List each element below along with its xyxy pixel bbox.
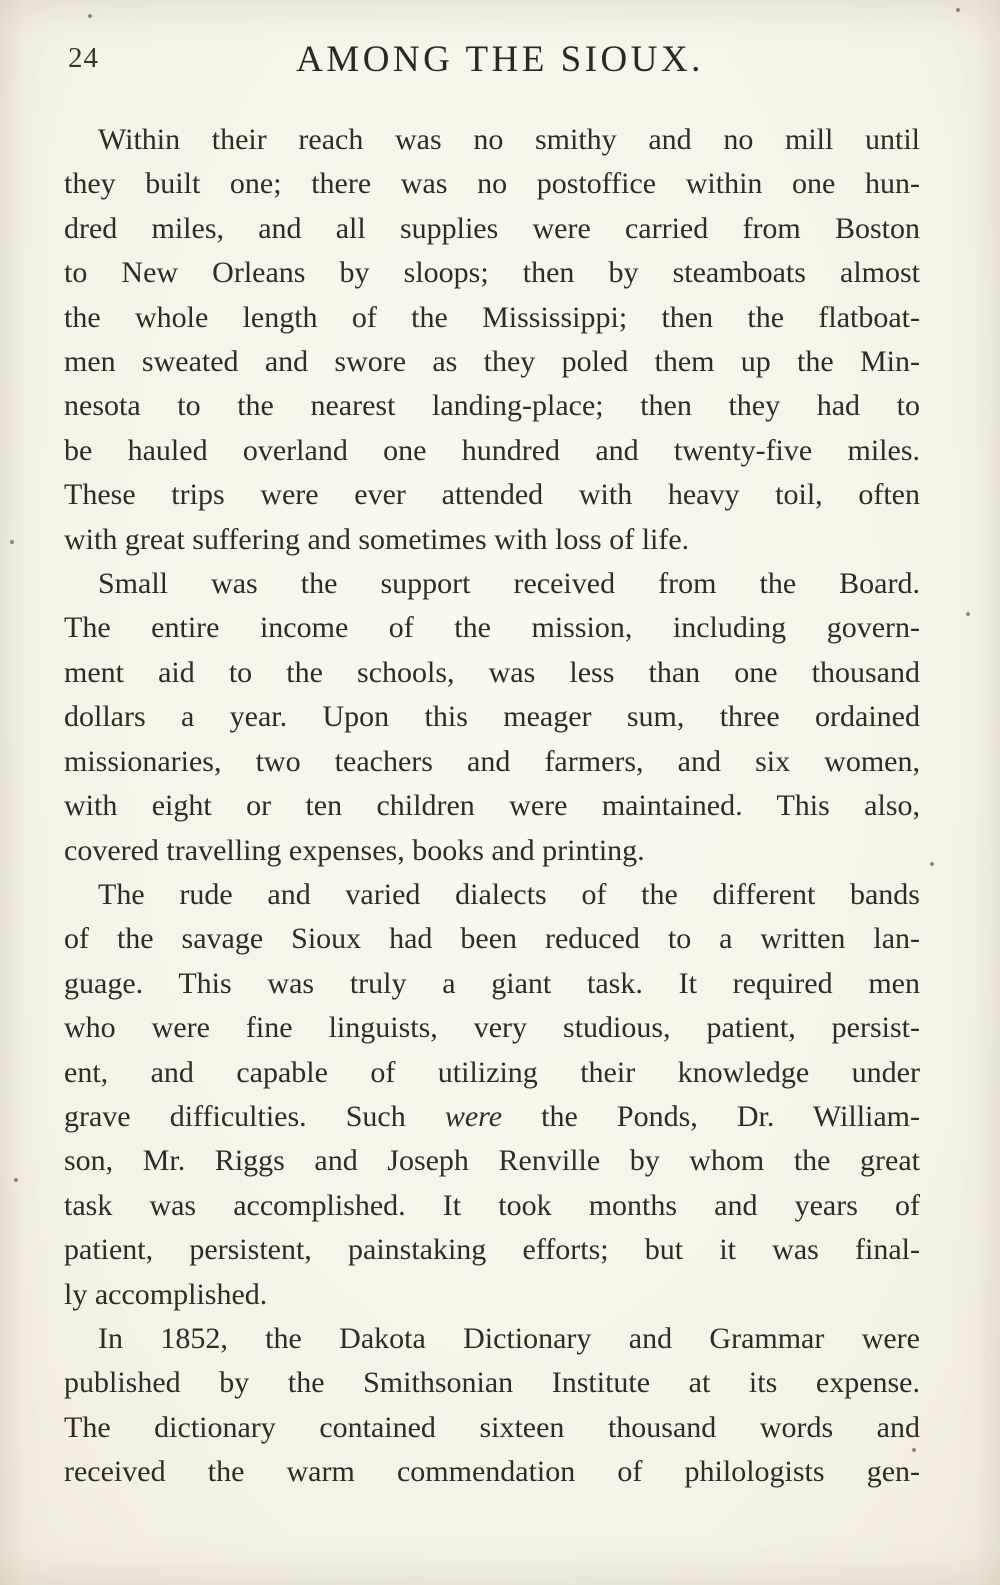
scan-speck xyxy=(14,1178,18,1182)
text-line: grave difficulties. Such were the Ponds, Dr. William- xyxy=(64,1099,921,1133)
paragraph xyxy=(64,118,920,562)
page-number: 24 xyxy=(68,42,99,74)
scan-speck xyxy=(912,1448,916,1452)
scan-speck xyxy=(930,862,934,866)
text-line: These trips were ever attended with heavy toil, often xyxy=(64,478,920,512)
scan-speck xyxy=(966,612,970,616)
text-line: ment aid to the schools, was less than one thousand xyxy=(64,655,920,689)
paragraph xyxy=(64,873,920,1317)
text-line: The rude and varied dialects of the different bands xyxy=(98,877,920,911)
text-line: of the savage Sioux had been reduced to a written lan- xyxy=(64,922,920,956)
scan-speck xyxy=(10,540,14,544)
text-line: ly accomplished. xyxy=(64,1277,268,1311)
text-line: men sweated and swore as they poled them up the Min- xyxy=(64,345,920,379)
page-body xyxy=(64,118,920,1495)
text-line: dollars a year. Upon this meager sum, three ordained xyxy=(64,700,920,734)
scan-speck xyxy=(956,8,960,12)
paragraph xyxy=(64,1317,920,1495)
text-line: to New Orleans by sloops; then by steamboats almost xyxy=(64,256,920,290)
text-line: dred miles, and all supplies were carried from Boston xyxy=(64,211,920,245)
text-line: the whole length of the Mississippi; then the flatboat- xyxy=(64,300,920,334)
text-line: with great suffering and sometimes with loss of life. xyxy=(64,522,690,556)
running-title: AMONG THE SIOUX. xyxy=(296,39,704,80)
text-line: with eight or ten children were maintained. This also, xyxy=(64,789,920,823)
text-line: be hauled overland one hundred and twenty-five miles. xyxy=(64,433,920,467)
text-line: received the warm commendation of philologists gen- xyxy=(64,1455,920,1489)
text-line: task was accomplished. It took months and years of xyxy=(64,1188,920,1222)
text-line: missionaries, two teachers and farmers, and six women, xyxy=(64,744,920,778)
text-line: patient, persistent, painstaking efforts; but it was final- xyxy=(64,1233,920,1267)
text-line: guage. This was truly a giant task. It required men xyxy=(64,966,920,1000)
text-line: The dictionary contained sixteen thousand words and xyxy=(64,1410,920,1444)
scan-speck xyxy=(88,14,92,18)
text-line: covered travelling expenses, books and printing. xyxy=(64,833,645,867)
text-line: son, Mr. Riggs and Joseph Renville by whom the great xyxy=(64,1144,920,1178)
page-header xyxy=(0,0,1000,92)
text-line: Small was the support received from the Board. xyxy=(98,567,920,601)
text-line: nesota to the nearest landing-place; then they had to xyxy=(64,389,920,423)
text-line: In 1852, the Dakota Dictionary and Grammar were xyxy=(98,1321,920,1355)
text-line: they built one; there was no postoffice within one hun- xyxy=(64,167,920,201)
text-line: who were fine linguists, very studious, patient, persist- xyxy=(64,1011,920,1045)
text-line: Within their reach was no smithy and no mill until xyxy=(98,123,920,156)
paragraph xyxy=(64,562,920,873)
text-line: published by the Smithsonian Institute at its expense. xyxy=(64,1366,920,1400)
text-line: ent, and capable of utilizing their knowledge under xyxy=(64,1055,920,1089)
text-line: The entire income of the mission, including govern- xyxy=(64,611,920,645)
